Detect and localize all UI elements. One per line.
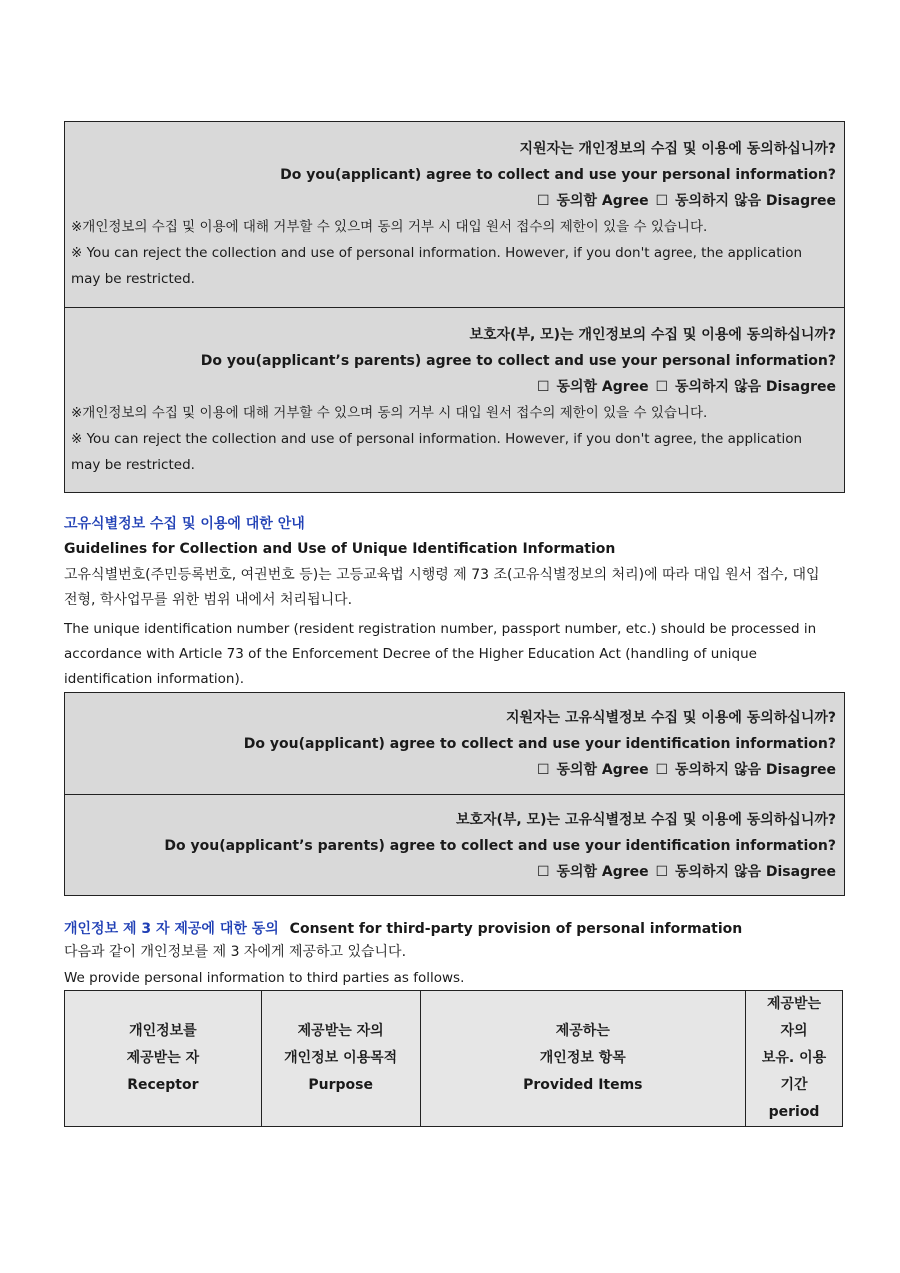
personal-info-consent-box [64,121,845,493]
agree-options [65,757,844,783]
note-en: ※ You can reject the collection and use of personal information. However, if you don't agree, the application may be restricted. [71,245,803,287]
disagree-label: 동의하지 않음 Disagree [674,379,836,395]
parents-unique-consent [65,795,844,895]
third-party-heading [64,918,742,938]
unique-id-body-en: The unique identification number (resident registration number, passport number, etc.) should be processed in accordance with Article 73 of the Enforcement Decree of the Higher Education Act (handling of unique identification information). [64,621,817,687]
agree-checkbox[interactable]: ☐ [537,379,550,395]
unique-id-body-ko: 고유식별번호(주민등록번호, 여권번호 등)는 고등교육법 시행령 제 73 조(고유식별정보의 처리)에 따라 대입 원서 접수, 대입 전형, 학사업무를 위한 범위 내에서 처리됩니다. [64,567,820,608]
column-provided-items: 제공하는 개인정보 항목 Provided Items [420,991,745,1127]
question-en: Do you(applicant’s parents) agree to collect and use your identification information? [164,838,836,854]
note-ko: ※개인정보의 수집 및 이용에 대해 거부할 수 있으며 동의 거부 시 대입 원서 접수의 제한이 있을 수 있습니다. [71,405,708,421]
unique-id-heading-en: Guidelines for Collection and Use of Unique Identification Information [64,541,616,557]
question-ko: 보호자(부, 모)는 고유식별정보 수집 및 이용에 동의하십니까? [455,812,836,828]
applicant-unique-consent [65,693,844,795]
table-header-row [65,991,843,1127]
disagree-checkbox[interactable]: ☐ [655,864,669,880]
disagree-checkbox[interactable]: ☐ [655,193,669,209]
question-en: Do you(applicant) agree to collect and use your identification information? [243,736,836,752]
agree-options [65,374,844,400]
disagree-checkbox[interactable]: ☐ [655,379,669,395]
agree-options [65,188,844,214]
third-party-heading-ko: 개인정보 제 3 자 제공에 대한 동의 [64,921,279,937]
question-ko: 지원자는 고유식별정보 수집 및 이용에 동의하십니까? [505,710,836,726]
agree-label: 동의함 Agree [556,379,649,395]
note-en: ※ You can reject the collection and use of personal information. However, if you don't agree, the application may be restricted. [71,431,803,473]
applicant-personal-consent [65,122,844,308]
agree-checkbox[interactable]: ☐ [537,193,550,209]
agree-label: 동의함 Agree [556,864,649,880]
disagree-label: 동의하지 않음 Disagree [674,193,836,209]
agree-label: 동의함 Agree [556,193,649,209]
disagree-label: 동의하지 않음 Disagree [674,864,836,880]
unique-id-heading-ko: 고유식별정보 수집 및 이용에 대한 안내 [64,516,305,532]
agree-label: 동의함 Agree [556,762,649,778]
agree-options [65,859,844,885]
third-party-body-en: We provide personal information to third parties as follows. [64,970,465,986]
unique-id-consent-box [64,692,845,896]
third-party-table [64,990,843,1127]
third-party-heading-en: Consent for third-party provision of personal information [289,921,743,937]
question-en: Do you(applicant’s parents) agree to collect and use your personal information? [200,353,836,369]
question-ko: 지원자는 개인정보의 수집 및 이용에 동의하십니까? [519,141,836,157]
disagree-checkbox[interactable]: ☐ [655,762,669,778]
agree-checkbox[interactable]: ☐ [537,864,550,880]
disagree-label: 동의하지 않음 Disagree [674,762,836,778]
question-en: Do you(applicant) agree to collect and use your personal information? [280,167,836,183]
column-purpose: 제공받는 자의 개인정보 이용목적 Purpose [261,991,420,1127]
agree-checkbox[interactable]: ☐ [537,762,550,778]
parents-personal-consent [65,308,844,492]
column-period: 제공받는 자의 보유. 이용 기간 period [746,991,843,1127]
question-ko: 보호자(부, 모)는 개인정보의 수집 및 이용에 동의하십니까? [469,327,836,343]
column-receptor: 개인정보를 제공받는 자 Receptor [65,991,262,1127]
third-party-body-ko: 다음과 같이 개인정보를 제 3 자에게 제공하고 있습니다. [64,944,407,960]
note-ko: ※개인정보의 수집 및 이용에 대해 거부할 수 있으며 동의 거부 시 대입 원서 접수의 제한이 있을 수 있습니다. [71,219,708,235]
